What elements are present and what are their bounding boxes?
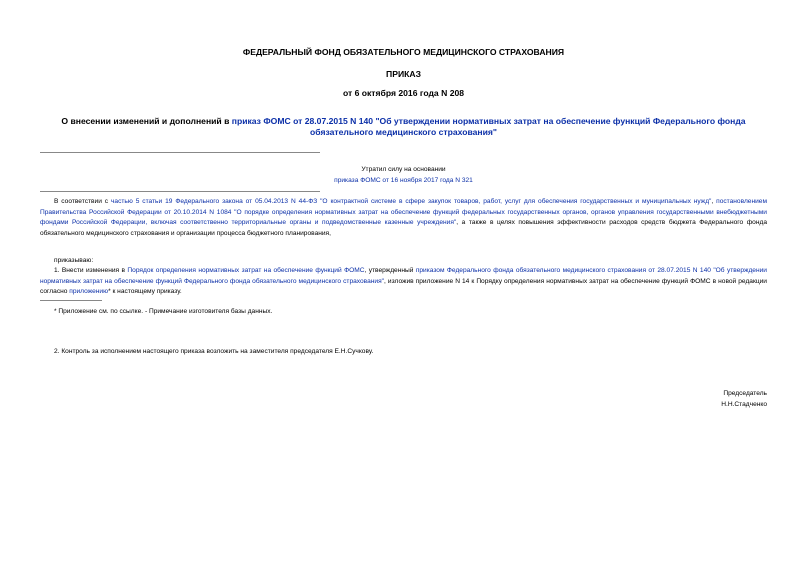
paragraph-preamble — [40, 197, 767, 239]
divider-top — [40, 152, 320, 153]
text: , а также в целях повышения эффективности расходов средств бюджета Федерального фонда обязательного медицинского страхования и организации процесса бюджетного планирования, — [40, 219, 767, 237]
document-title — [40, 116, 767, 138]
status-note-link-line — [0, 177, 807, 184]
text: , изложив приложение N 14 к Порядку определения нормативных затрат на обеспечение функций ФОМС в новой редакции согласно — [40, 277, 767, 296]
text: 1. Внести изменения в — [54, 267, 128, 274]
resolution-1084-link[interactable]: постановлением Правительства Российской Федерации от 20.10.2014 N 1084 "О порядке определения нормативных затрат на обеспечение функций федеральных государственных органов, органов управления государственными внебюджетными фондами Российской Федерации, включая соответственно территориальные органы и подведомственные казенные учреждения" — [40, 198, 767, 227]
order-140-link[interactable]: приказом Федерального фонда обязательного медицинского страхования от 28.07.2015 N 140 "Об утверждении нормативных затрат на обеспечение функций Федерального фонда обязательного медицинского страхования" — [40, 267, 767, 285]
paragraph-item-1 — [40, 266, 767, 298]
divider-bottom — [40, 191, 320, 192]
signature-name: Н.Н.Стадченко — [721, 401, 767, 408]
signature-title: Председатель — [723, 390, 767, 397]
repeal-order-link[interactable]: приказа ФОМС от 16 ноября 2017 года N 321 — [334, 177, 473, 184]
title-prefix: О внесении изменений и дополнений в — [61, 116, 232, 126]
title-link[interactable]: приказ ФОМС от 28.07.2015 N 140 "Об утверждении нормативных затрат на обеспечение функций Федерального фонда обязательного медицинского страхования" — [231, 116, 746, 137]
footnote-divider — [40, 300, 102, 301]
document-type: ПРИКАЗ — [386, 69, 421, 79]
footnote: * Приложение см. по ссылке. - Примечание изготовителя базы данных. — [54, 308, 273, 315]
procedure-link[interactable]: Порядок определения нормативных затрат на обеспечение функций ФОМС — [127, 267, 365, 274]
appendix-link[interactable]: приложению — [69, 288, 109, 296]
text: В соответствии с — [54, 198, 111, 205]
law-44fz-link[interactable]: частью 5 статьи 19 Федерального закона от 05.04.2013 N 44-ФЗ "О контрактной системе в сфере закупок товаров, работ, услуг для обеспечения государственных и муниципальных нужд" — [111, 198, 712, 205]
text: , — [711, 198, 717, 205]
paragraph-item-2: 2. Контроль за исполнением настоящего приказа возложить на заместителя председателя Е.Н.Сучкову. — [54, 348, 374, 355]
text: , утвержденный — [364, 267, 416, 274]
text: * к настоящему приказу. — [108, 288, 182, 296]
document-date: от 6 октября 2016 года N 208 — [342, 88, 465, 98]
organization-name: ФЕДЕРАЛЬНЫЙ ФОНД ОБЯЗАТЕЛЬНОГО МЕДИЦИНСКОГО СТРАХОВАНИЯ — [242, 47, 565, 57]
status-note: Утратил силу на основании — [361, 166, 446, 173]
paragraph-order: приказываю: — [54, 257, 94, 264]
